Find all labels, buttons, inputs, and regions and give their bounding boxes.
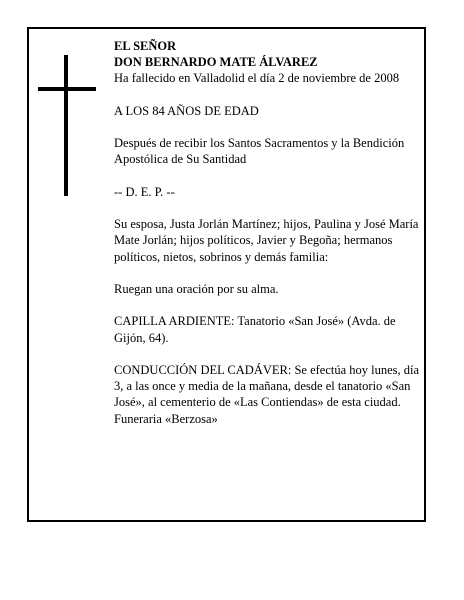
death-info: Ha fallecido en Valladolid el día 2 de noviembre de 2008 — [114, 71, 400, 86]
title-line-1: EL SEÑOR — [114, 39, 177, 53]
family-line: Su esposa, Justa Jorlán Martínez; hijos, Paulina y José María Mate Jorlán; hijos políticos, Javier y Begoña; hermanos políticos, nietos, sobrinos y demás familia: — [114, 217, 419, 264]
deceased-name: DON BERNARDO MATE ÁLVAREZ — [114, 55, 318, 70]
cross-horizontal-bar — [38, 87, 96, 91]
prayer-line: Ruegan una oración por su alma. — [114, 281, 279, 296]
obituary-text — [114, 38, 426, 427]
chapel-line: CAPILLA ARDIENTE: Tanatorio «San José» (Avda. de Gijón, 64). — [114, 314, 396, 345]
sacraments-line: Después de recibir los Santos Sacramentos y la Bendición Apostólica de Su Santidad — [114, 136, 405, 167]
rip-line: -- D. E. P. -- — [114, 184, 175, 199]
age-line: A LOS 84 AÑOS DE EDAD — [114, 103, 259, 118]
cross-vertical-bar — [64, 55, 68, 196]
funeral-procession-line: CONDUCCIÓN DEL CADÁVER: Se efectúa hoy lunes, día 3, a las once y media de la mañana, desde el tanatorio «San José», al cementerio de «Las Contiendas» de esta ciudad. — [114, 362, 420, 410]
funeral-home-line: Funeraria «Berzosa» — [114, 411, 218, 426]
